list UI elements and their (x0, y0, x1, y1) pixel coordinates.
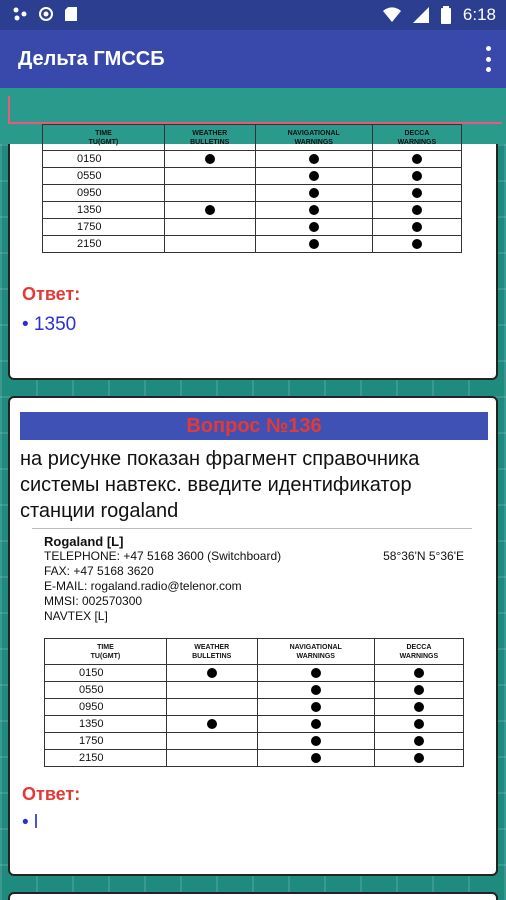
answer-label: Ответ: (22, 284, 81, 304)
bullet-dot-icon (309, 188, 319, 198)
decca-cell (372, 151, 461, 168)
nav-cell (257, 665, 374, 682)
time-cell: 0150 (45, 665, 167, 682)
column-header: DECCA WARNINGS (374, 639, 463, 665)
bullet-dot-icon (414, 736, 424, 746)
table-header-row (45, 639, 464, 665)
bullet-dot-icon (414, 668, 424, 678)
decca-cell (374, 750, 463, 767)
station-telephone: TELEPHONE: +47 5168 3600 (Switchboard) (44, 549, 282, 563)
decca-cell (372, 219, 461, 236)
navtex-schedule-table (42, 124, 462, 253)
nav-cell (257, 716, 374, 733)
answer-input[interactable] (22, 812, 38, 834)
time-cell: 1350 (45, 716, 167, 733)
nav-cell (255, 151, 372, 168)
table-row (43, 202, 462, 219)
time-cell: 0550 (43, 168, 165, 185)
decca-cell (372, 185, 461, 202)
bullet-dot-icon (309, 171, 319, 181)
signal-icon (413, 7, 429, 23)
bullet-dot-icon (205, 205, 215, 215)
decca-cell (372, 236, 461, 253)
table-row (45, 665, 464, 682)
bullet-dot-icon (309, 222, 319, 232)
weather-cell (166, 682, 257, 699)
bullet-dot-icon (414, 719, 424, 729)
bullet-dot-icon (414, 702, 424, 712)
station-fax: FAX: +47 5168 3620 (44, 564, 154, 578)
time-cell: 2150 (45, 750, 167, 767)
bullet-dot-icon (412, 154, 422, 164)
decca-cell (372, 168, 461, 185)
bullet-dot-icon (309, 205, 319, 215)
nav-cell (255, 202, 372, 219)
bullet-dot-icon (309, 239, 319, 249)
weather-cell (164, 236, 255, 253)
more-vert-icon[interactable] (484, 46, 492, 72)
weather-cell (166, 733, 257, 750)
column-header: TIME TU(GMT) (43, 125, 165, 151)
decca-cell (374, 682, 463, 699)
table-row (45, 733, 464, 750)
question-title: Вопрос №136 (20, 412, 488, 440)
divider (32, 528, 472, 529)
time-cell: 1750 (43, 219, 165, 236)
weather-cell (164, 185, 255, 202)
station-mmsi: MMSI: 002570300 (44, 594, 143, 608)
bullet-dot-icon (311, 736, 321, 746)
time-cell: 1750 (45, 733, 167, 750)
column-header: NAVIGATIONAL WARNINGS (255, 125, 372, 151)
weather-cell (164, 202, 255, 219)
weather-cell (164, 151, 255, 168)
nav-cell (257, 682, 374, 699)
bullet-dot-icon (412, 239, 422, 249)
circle-status-icon (38, 6, 54, 22)
time-cell: 1350 (43, 202, 165, 219)
question-text: на рисунке показан фрагмент справочника системы навтекс. введите идентификатор станции rogaland (20, 448, 420, 522)
nav-cell (255, 168, 372, 185)
answer-value: • 1350 (22, 314, 77, 335)
weather-cell (164, 219, 255, 236)
bullet-dot-icon (311, 719, 321, 729)
answer-label: Ответ: (22, 784, 81, 804)
table-header-row (43, 125, 462, 151)
weather-cell (166, 716, 257, 733)
nav-cell (257, 699, 374, 716)
nav-cell (255, 185, 372, 202)
decca-cell (374, 716, 463, 733)
time-cell: 0550 (45, 682, 167, 699)
navtex-schedule-table (44, 638, 464, 767)
column-header: TIME TU(GMT) (45, 639, 167, 665)
decca-cell (374, 733, 463, 750)
app-bar (0, 30, 506, 88)
time-cell: 2150 (43, 236, 165, 253)
station-coordinates: 58°36'N 5°36'E (383, 549, 464, 563)
table-row (45, 750, 464, 767)
bullet-dot-icon (412, 188, 422, 198)
question-card-136 (8, 396, 498, 876)
time-cell: 0950 (43, 185, 165, 202)
bullet-dot-icon (412, 222, 422, 232)
bullet-dot-icon (311, 685, 321, 695)
weather-cell (166, 665, 257, 682)
clock-time: 6:18 (462, 5, 496, 24)
time-cell: 0150 (43, 151, 165, 168)
bullet-dot-icon (311, 668, 321, 678)
table-row (45, 699, 464, 716)
nav-cell (255, 236, 372, 253)
station-email: E-MAIL: rogaland.radio@telenor.com (44, 579, 242, 593)
table-row (43, 185, 462, 202)
decorative-bracket (8, 96, 502, 124)
notification-dots-icon (12, 6, 28, 22)
wifi-icon (383, 7, 401, 23)
table-row (45, 716, 464, 733)
decca-cell (372, 202, 461, 219)
table-row (45, 682, 464, 699)
bullet-dot-icon (311, 753, 321, 763)
column-header: DECCA WARNINGS (372, 125, 461, 151)
app-title: Дельта ГМССБ (18, 47, 165, 70)
nav-cell (257, 733, 374, 750)
column-header: NAVIGATIONAL WARNINGS (257, 639, 374, 665)
column-header: WEATHER BULLETINS (166, 639, 257, 665)
weather-cell (166, 750, 257, 767)
bullet-dot-icon (412, 205, 422, 215)
status-bar (0, 0, 506, 30)
decca-cell (374, 699, 463, 716)
weather-cell (164, 168, 255, 185)
station-name: Rogaland [L] (44, 534, 124, 549)
table-row (43, 168, 462, 185)
answer-value: • l (22, 812, 39, 833)
bullet-dot-icon (207, 668, 217, 678)
station-info (44, 534, 464, 624)
bullet-dot-icon (412, 171, 422, 181)
question-card-next (8, 892, 498, 900)
sd-card-icon (64, 6, 78, 22)
bullet-dot-icon (309, 154, 319, 164)
nav-cell (257, 750, 374, 767)
bullet-dot-icon (205, 154, 215, 164)
bullet-dot-icon (414, 685, 424, 695)
bullet-dot-icon (414, 753, 424, 763)
table-row (43, 236, 462, 253)
column-header: WEATHER BULLETINS (164, 125, 255, 151)
table-row (43, 219, 462, 236)
nav-cell (255, 219, 372, 236)
decca-cell (374, 665, 463, 682)
weather-cell (166, 699, 257, 716)
time-cell: 0950 (45, 699, 167, 716)
bullet-dot-icon (207, 719, 217, 729)
table-row (43, 151, 462, 168)
question-card-previous (8, 129, 498, 380)
battery-icon (441, 6, 451, 24)
bullet-dot-icon (311, 702, 321, 712)
station-navtex: NAVTEX [L] (44, 609, 108, 623)
